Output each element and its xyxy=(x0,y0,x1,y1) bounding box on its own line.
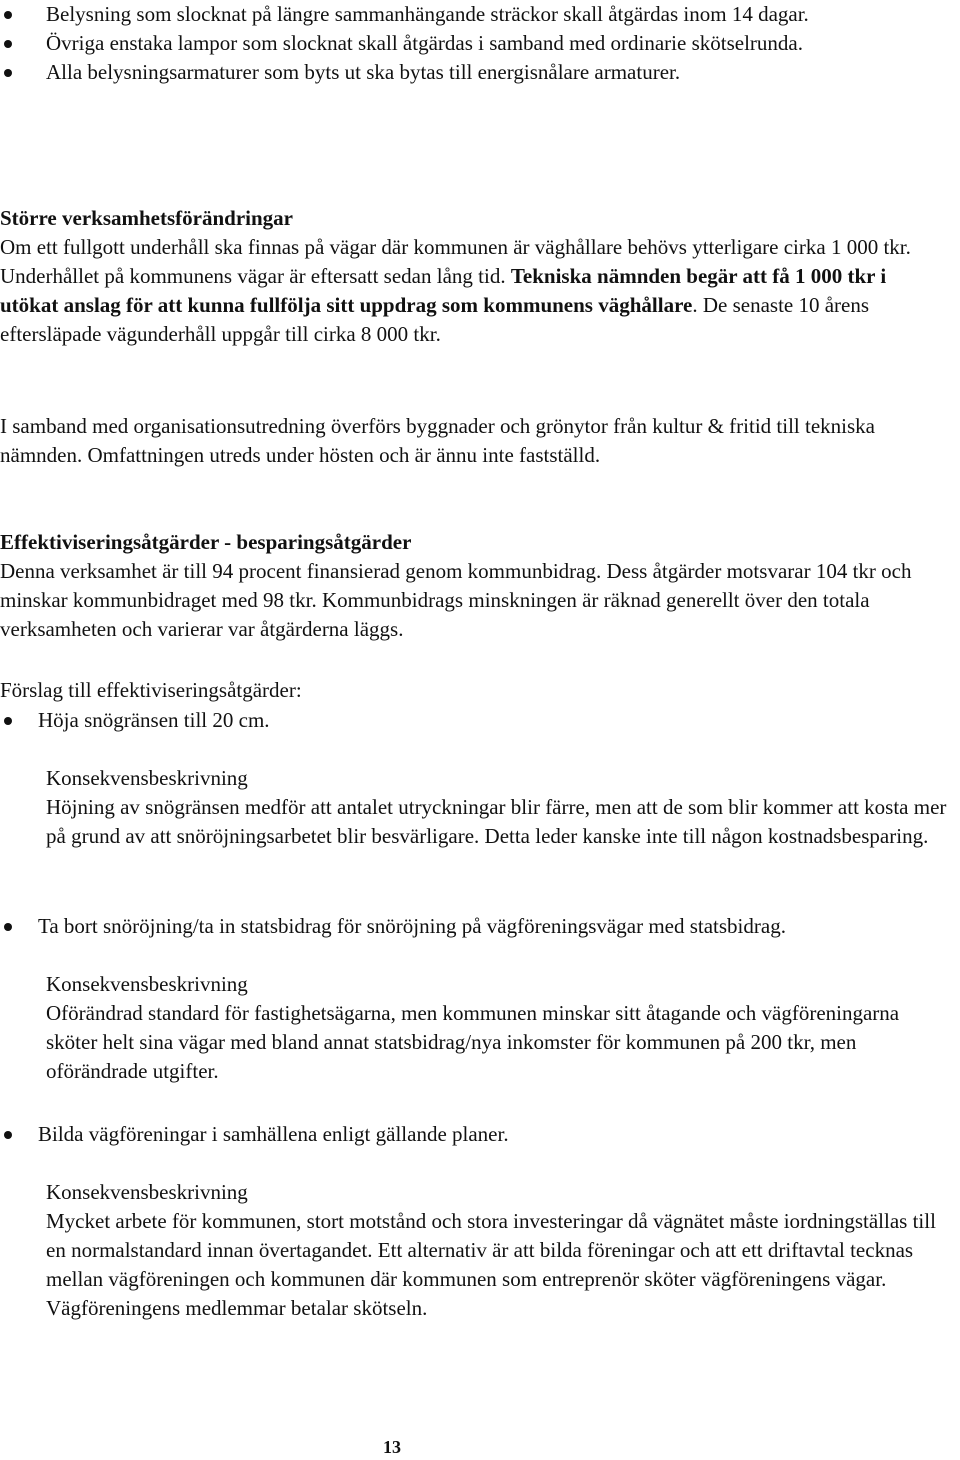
list-item xyxy=(0,58,910,87)
bullet-icon xyxy=(4,69,12,77)
paragraph-text: Om ett fullgott underhåll ska finnas på vägar där kommunen är väghållare behövs ytterligare cirka 1 000 tkr. Underhållet på kommunens vägar är eftersatt sedan lång tid. xyxy=(0,235,911,288)
list-item xyxy=(0,29,910,58)
section-heading: Större verksamhetsförändringar xyxy=(0,206,293,230)
proposals-label-block xyxy=(0,676,945,705)
bullet-icon xyxy=(4,923,12,931)
proposal-item xyxy=(0,706,945,735)
consequence-text: Oförändrad standard för fastighetsägarna, men kommunen minskar sitt åtagande och vägföreningarna sköter helt sina vägar med bland annat statsbidrag/nya inkomster för kommunen på 200 tkr, men oförändrade utgifter. xyxy=(46,1001,900,1083)
consequence-block xyxy=(46,970,951,1086)
consequence-label: Konsekvensbeskrivning xyxy=(46,972,248,996)
section-changes xyxy=(0,204,945,349)
consequence-block xyxy=(46,764,951,851)
proposal-title: Ta bort snöröjning/ta in statsbidrag för snöröjning på vägföreningsvägar med statsbidrag. xyxy=(38,914,786,938)
consequence-text: Höjning av snögränsen medför att antalet utryckningar blir färre, men att de som blir kommer att kosta mer på grund av att snöröjningsarbetet blir besvärligare. Detta leder kanske inte till någon kostnadsbesparing. xyxy=(46,795,947,848)
bullet-icon xyxy=(4,11,12,19)
paragraph-bold-text: Tekniska nämnden begär att få 1 000 tkr i utökat anslag för att kunna fullfölja sitt uppdrag som kommunens väghållare xyxy=(0,264,887,317)
section-heading: Effektiviseringsåtgärder - besparingsåtgärder xyxy=(0,530,412,554)
bullet-icon xyxy=(4,40,12,48)
proposal-title: Bilda vägföreningar i samhällena enligt gällande planer. xyxy=(38,1122,509,1146)
consequence-text: Mycket arbete för kommunen, stort motstånd och stora investeringar då vägnätet måste iordningställas till en normalstandard innan övertagandet. Ett alternativ är att bilda föreningar och att ett driftavtal tecknas mellan vägföreningen och kommunen där kommunen som entreprenör sköter vägföreningens vägar. Vägföreningens medlemmar betalar skötseln. xyxy=(46,1209,936,1320)
proposal-item xyxy=(0,1120,945,1149)
consequence-label: Konsekvensbeskrivning xyxy=(46,766,248,790)
list-item-text: Övriga enstaka lampor som slocknat skall åtgärdas i samband med ordinarie skötselrunda. xyxy=(46,31,803,55)
top-bullet-list xyxy=(0,0,910,87)
consequence-block xyxy=(46,1178,951,1323)
list-item xyxy=(0,912,945,941)
section-paragraph: I samband med organisationsutredning överförs byggnader och grönytor från kultur & fritid till tekniska nämnden. Omfattningen utreds under hösten och är ännu inte fastställd. xyxy=(0,414,875,467)
list-item xyxy=(0,1120,945,1149)
bullet-icon xyxy=(4,1131,12,1139)
page-number: 13 xyxy=(383,1437,401,1457)
consequence-label: Konsekvensbeskrivning xyxy=(46,1180,248,1204)
section-paragraph xyxy=(0,233,945,349)
section-paragraph: Denna verksamhet är till 94 procent finansierad genom kommunbidrag. Dess åtgärder motsvarar 104 tkr och minskar kommunbidraget med 98 tkr. Kommunbidrags minskningen är räknad generellt över den totala verksamheten och varierar var åtgärderna läggs. xyxy=(0,559,912,641)
list-item xyxy=(0,0,910,29)
proposal-title: Höja snögränsen till 20 cm. xyxy=(38,708,270,732)
list-item-text: Alla belysningsarmaturer som byts ut ska bytas till energisnålare armaturer. xyxy=(46,60,681,84)
bullet-icon xyxy=(4,717,12,725)
section-efficiency xyxy=(0,528,945,644)
section-organisation xyxy=(0,412,945,470)
list-item xyxy=(0,706,945,735)
proposals-label: Förslag till effektiviseringsåtgärder: xyxy=(0,678,302,702)
paragraph-text: . De senaste 10 årens eftersläpade vägunderhåll uppgår till cirka 8 000 tkr. xyxy=(0,293,870,346)
proposal-item xyxy=(0,912,945,941)
list-item-text: Belysning som slocknat på längre sammanhängande sträckor skall åtgärdas inom 14 dagar. xyxy=(46,2,809,26)
